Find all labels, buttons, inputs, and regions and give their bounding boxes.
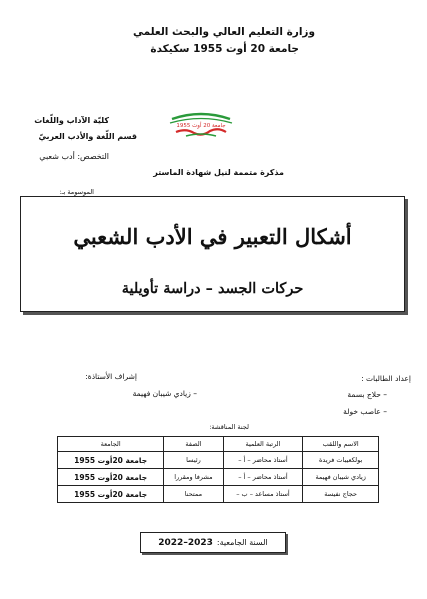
academic-year-value: 2022–2023 <box>158 537 213 548</box>
column-header: الرتبة العلمية <box>223 437 303 452</box>
university-logo <box>166 112 236 138</box>
thesis-title: أشكال التعبير في الأدب الشعبي <box>73 224 352 249</box>
supervisor-name: – زيادي شيبان فهيمة <box>132 389 197 398</box>
member-university: جامعة 20أوت 1955 <box>58 486 164 503</box>
logo-text: جامعة 20 أوت 1955 <box>176 123 226 129</box>
supervision-label: إشراف الأستاذة: <box>85 372 137 381</box>
specialty: التخصص: أدب شعبي <box>39 152 109 161</box>
table-row <box>58 452 379 469</box>
academic-year-label: السنة الجامعية: <box>216 538 268 547</box>
column-header: الاسم واللقب <box>303 437 379 452</box>
memo-statement: مذكرة متممة لنيل شهادة الماستر <box>153 168 284 177</box>
department-name: قسم اللّغة والأدب العربيّ <box>38 132 137 141</box>
table-header-row <box>58 437 379 452</box>
academic-year-box <box>140 532 286 553</box>
committee-label: لجنة المناقشة: <box>209 423 249 431</box>
member-name: زيادي شيبان فهيمة <box>303 469 379 486</box>
thesis-subtitle: حركات الجسد – دراسة تأويلية <box>121 280 304 297</box>
member-name: حجاج نفيسة <box>303 486 379 503</box>
member-rank: أستاذ محاضر – أ – <box>223 452 303 469</box>
table-row <box>58 486 379 503</box>
ministry-heading: وزارة التعليم العالي والبحث العلمي <box>132 26 315 38</box>
prepared-by-label: إعداد الطالبات : <box>361 374 411 383</box>
faculty-name: كليّة الآداب واللّغات <box>34 116 109 125</box>
student-name: – حلاج بسمة <box>347 390 387 399</box>
table-row <box>58 469 379 486</box>
member-rank: أستاذ مساعد – ب – <box>223 486 303 503</box>
member-role: ممتحنا <box>164 486 223 503</box>
column-header: الجامعة <box>58 437 164 452</box>
member-rank: أستاذ محاضر – أ – <box>223 469 303 486</box>
member-role: مشرفا ومقررا <box>164 469 223 486</box>
column-header: الصفة <box>164 437 223 452</box>
marked-label: الموسومة بـ: <box>59 188 94 196</box>
member-university: جامعة 20أوت 1955 <box>58 452 164 469</box>
committee-table <box>57 436 379 503</box>
member-name: بولكعيبات فريدة <box>303 452 379 469</box>
member-role: رئيسا <box>164 452 223 469</box>
university-heading: جامعة 20 أوت 1955 سكيكدة <box>150 43 299 55</box>
student-name: – عاصب خولة <box>343 407 387 416</box>
member-university: جامعة 20أوت 1955 <box>58 469 164 486</box>
